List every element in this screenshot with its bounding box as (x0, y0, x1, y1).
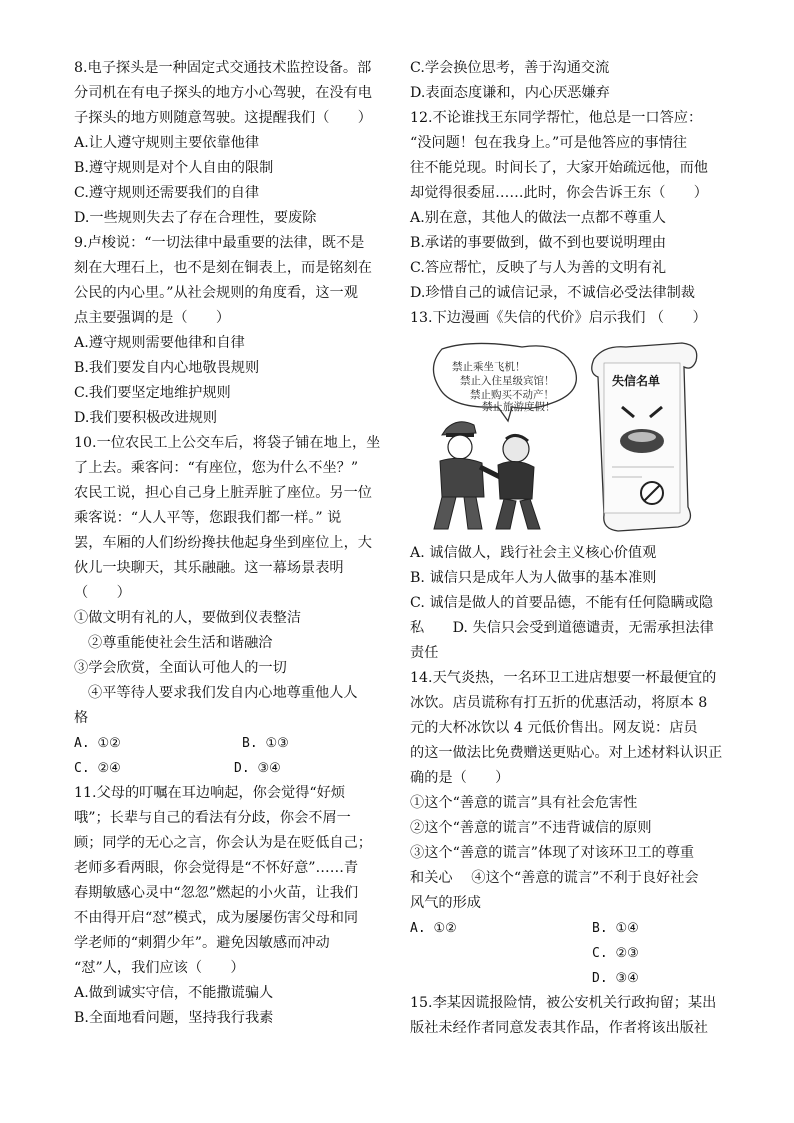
question-stem-line: 罢，车厢的人们纷纷搀扶他起身坐到座位上，大 (74, 535, 372, 551)
choice-d: D. ③④ (234, 761, 281, 776)
question-10 (74, 431, 386, 781)
question-stem-line: 顾；同学的无心之言，你会认为是在贬低自己； (74, 835, 372, 851)
statement-item: ③这个“善意的谎言”体现了对该环卫工的尊重 (410, 845, 695, 861)
option-b: B.我们要发自内心地敬畏规则 (74, 360, 260, 376)
question-stem-line: 分司机在有电子探头的地方小心驾驶，在没有电 (74, 85, 372, 101)
question-15 (410, 991, 716, 1041)
question-stem-line: 学老师的“刺猬少年”。避免因敏感而冲动 (74, 935, 330, 951)
question-stem-line: “没问题！包在我身上。”可是他答应的事情往 (410, 135, 687, 151)
question-stem-line: 点主要强调的是（ ） (74, 310, 231, 326)
question-stem-line: 农民工说，担心自己身上脏弄脏了座位。另一位 (74, 485, 372, 501)
question-stem-line: 了上去。乘客问：“有座位，您为什么不坐？” (74, 460, 359, 476)
option-b: B.承诺的事要做到，做不到也要说明理由 (410, 235, 667, 251)
statement-item: ③学会欣赏，全面认可他人的一切 (74, 660, 287, 676)
cartoon-bubble-line: 禁止入住星级宾馆！ (460, 375, 555, 387)
question-stem-line: 乘客说：“人人平等，您跟我们都一样。” 说 (74, 510, 342, 526)
option-a: A.做到诚实守信，不能撒谎骗人 (74, 985, 274, 1001)
choice-a: A. ①② (74, 736, 121, 751)
statement-item: ④平等待人要求我们发自内心地尊重他人人 (88, 685, 358, 701)
question-stem-line: 往不能兑现。时间长了，大家开始疏远他，而他 (410, 160, 708, 176)
question-stem-line: 版社未经作者同意发表其作品，作者将该出版社 (410, 1020, 708, 1036)
choice-b: B. ①③ (242, 736, 289, 751)
question-stem-line: 元的大杯冰饮以 4 元低价售出。网友说：店员 (410, 720, 698, 736)
question-9 (74, 231, 386, 431)
question-stem-line: 公民的内心里。”从社会规则的角度看，这一观 (74, 285, 358, 301)
option-d: D.一些规则失去了存在合理性，要废除 (74, 210, 317, 226)
option-d: D.珍惜自己的诚信记录，不诚信必受法律制裁 (410, 285, 695, 301)
statement-item: 和关心 ④这个“善意的谎言”不利于良好社会 (410, 870, 699, 886)
question-stem-line: “怼”人，我们应该（ ） (74, 960, 245, 976)
question-stem-line: 9.卢梭说：“一切法律中最重要的法律，既不是 (74, 235, 365, 251)
choice-row (410, 966, 716, 991)
question-11-continued (410, 56, 716, 106)
option-c: C. 诚信是做人的首要品德，不能有任何隐瞒或隐 (410, 595, 714, 611)
option-a: A.别在意，其他人的做法一点都不尊重人 (410, 210, 666, 226)
question-11 (74, 781, 386, 1031)
question-14 (410, 666, 723, 991)
question-stem-line: 的这一做法比免费赠送更贴心。对上述材料认识正 (410, 745, 723, 761)
choice-c: C. ②③ (592, 946, 639, 961)
left-column (74, 56, 386, 1031)
statement-item: ②这个“善意的谎言”不违背诚信的原则 (410, 820, 652, 836)
choice-row (74, 756, 386, 781)
question-stem-line: 春期敏感心灵中“忽忽”燃起的小火苗，让我们 (74, 885, 359, 901)
statement-item: 格 (74, 710, 89, 726)
option-b: B. 诚信只是成年人为人做事的基本准则 (410, 570, 657, 586)
question-stem-line: 13.下边漫画《失信的代价》启示我们 （ ） (410, 310, 707, 326)
option-a: A.让人遵守规则主要依靠他律 (74, 135, 260, 151)
option-d: D.我们要积极改进规则 (74, 410, 218, 426)
question-stem-line: （ ） (74, 585, 131, 601)
question-stem-line: 子探头的地方则随意驾驶。这提醒我们（ ） (74, 110, 372, 126)
choice-row (410, 941, 716, 966)
right-column (410, 56, 723, 1041)
question-stem-line: 15.李某因谎报险情，被公安机关行政拘留；某出 (410, 995, 717, 1011)
question-stem-line: 哦”；长辈与自己的看法有分歧，你会不屑一 (74, 810, 351, 826)
cartoon-scroll-title: 失信名单 (612, 374, 661, 388)
question-stem-line: 确的是（ ） (410, 770, 510, 786)
choice-row (74, 731, 386, 756)
statement-item: ②尊重能使社会生活和谐融洽 (88, 635, 273, 651)
choice-a: A. ①② (410, 921, 457, 936)
choice-b: B. ①④ (592, 921, 639, 936)
option-b: B.遵守规则是对个人自由的限制 (74, 160, 274, 176)
question-stem-line: 不由得开启“怼”模式，成为屡屡伤害父母和同 (74, 910, 359, 926)
option-a: A. 诚信做人，践行社会主义核心价值观 (410, 545, 657, 561)
cartoon-bubble-line: 禁止购买不动产！ (470, 389, 554, 401)
option-c: C.学会换位思考，善于沟通交流 (410, 60, 610, 76)
question-stem-line: 11.父母的叮嘱在耳边响起，你会觉得“好烦 (74, 785, 346, 801)
option-b: B.全面地看问题，坚持我行我素 (74, 1010, 274, 1026)
question-stem-line: 伙儿一块聊天，其乐融融。这一幕场景表明 (74, 560, 344, 576)
question-stem-line: 刻在大理石上，也不是刻在铜表上，而是铭刻在 (74, 260, 372, 276)
choice-row (410, 916, 716, 941)
statement-item: ①做文明有礼的人，要做到仪表整洁 (74, 610, 302, 626)
option-d: D.表面态度谦和，内心厌恶嫌弃 (410, 85, 610, 101)
choice-c: C. ②④ (74, 761, 121, 776)
question-stem-line: 10.一位农民工上公交车后，将袋子铺在地上，坐 (74, 435, 381, 451)
cartoon-bubble-line: 禁止乘坐飞机！ (452, 361, 526, 373)
option-d: 私 D. 失信只会受到道德谴责，无需承担法律 (410, 620, 714, 636)
question-stem-line: 却觉得很委屈……此时，你会告诉王东（ ） (410, 185, 708, 201)
option-a: A.遵守规则需要他律和自律 (74, 335, 245, 351)
question-stem-line: 冰饮。店员谎称有打五折的优惠活动，将原本 8 (410, 695, 708, 711)
question-stem-line: 老师多看两眼，你会觉得是“不怀好意”……青 (74, 860, 359, 876)
question-stem-line: 12.不论谁找王东同学帮忙，他总是一口答应： (410, 110, 703, 126)
choice-d: D. ③④ (592, 971, 639, 986)
question-stem-line: 8.电子探头是一种固定式交通技术监控设备。部 (74, 60, 372, 76)
option-c: C.遵守规则还需要我们的自律 (74, 185, 260, 201)
cartoon-illustration (412, 337, 702, 533)
statement-item: ①这个“善意的谎言”具有社会危害性 (410, 795, 638, 811)
statement-item: 风气的形成 (410, 895, 481, 911)
option-c: C.答应帮忙，反映了与人为善的文明有礼 (410, 260, 667, 276)
option-continuation: 责任 (410, 645, 439, 661)
question-13 (410, 306, 716, 666)
option-c: C.我们要坚定地维护规则 (74, 385, 231, 401)
question-stem-line: 14.天气炎热，一名环卫工进店想要一杯最便宜的 (410, 670, 717, 686)
cartoon-bubble-line: 禁止旅游度假！ (482, 401, 556, 413)
question-8 (74, 56, 386, 231)
question-12 (410, 106, 716, 306)
